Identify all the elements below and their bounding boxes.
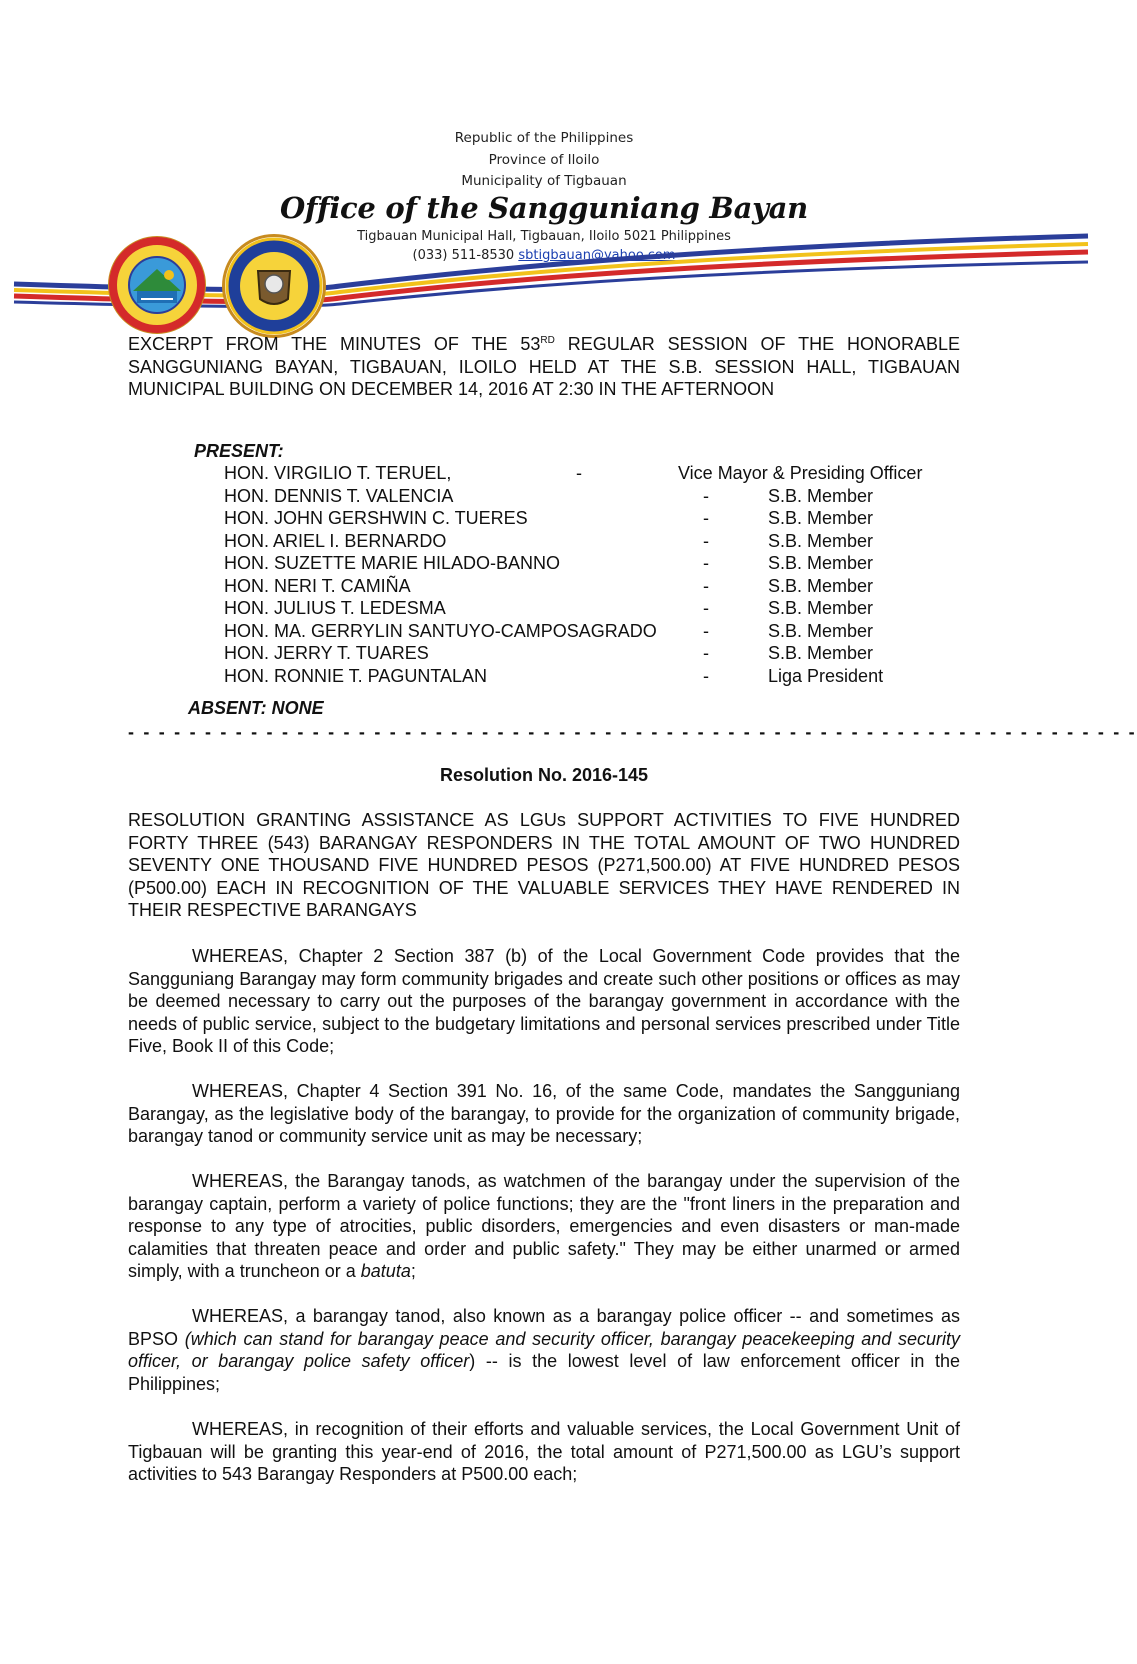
header-province: Province of Iloilo xyxy=(488,152,600,168)
excerpt-superscript: RD xyxy=(540,335,555,346)
office-title: Office of the Sangguniang Bayan xyxy=(280,191,808,225)
whereas-4-italic: (which can stand for barangay peace and security officer, barangay peacekeeping and security officer, or barangay police safety officer xyxy=(128,1328,960,1372)
member-separator: - xyxy=(703,486,709,506)
member-separator: - xyxy=(703,666,709,686)
whereas-clause-4 xyxy=(128,1305,960,1395)
excerpt-text-part1: EXCERPT FROM THE MINUTES OF THE 53 xyxy=(128,334,541,354)
member-separator: - xyxy=(703,576,709,596)
present-label: PRESENT: xyxy=(194,441,284,461)
municipality-seal-logo xyxy=(108,236,206,334)
member-role: S.B. Member xyxy=(768,508,874,528)
whereas-clause-3 xyxy=(128,1170,960,1283)
member-name: HON. SUZETTE MARIE HILADO-BANNO xyxy=(224,553,561,573)
member-role: S.B. Member xyxy=(768,531,874,551)
member-role: S.B. Member xyxy=(768,576,874,596)
member-separator: - xyxy=(703,531,709,551)
member-role: S.B. Member xyxy=(768,643,874,663)
member-separator: - xyxy=(576,463,582,483)
whereas-4-end: ) -- is the lowest level of law enforcement officer in the Philippines; xyxy=(128,1351,960,1394)
member-name: HON. JOHN GERSHWIN C. TUERES xyxy=(224,508,528,528)
whereas-3-text: WHEREAS, the Barangay tanods, as watchmen of the barangay under the supervision of the barangay captain, perform a variety of police functions; they are the "front liners in the preparation and response to any type of atrocities, public disorders, emergencies and even disasters or man-made calamities that threaten peace and order and public safety." They may be either unarmed or armed simply, with a truncheon or a xyxy=(128,1171,960,1282)
header-municipality: Municipality of Tigbauan xyxy=(461,173,627,189)
excerpt-text-part2: REGULAR SESSION OF THE HONORABLE SANGGUNIANG BAYAN, TIGBAUAN, ILOILO HELD AT THE S.B. SESSION HALL, TIGBAUAN MUNICIPAL BUILDING ON DECEMBER 14, 2016 AT 2:30 IN THE AFTERNOON xyxy=(128,334,961,400)
member-separator: - xyxy=(703,508,709,528)
member-role: S.B. Member xyxy=(768,621,874,641)
member-separator: - xyxy=(703,643,709,663)
member-name: HON. RONNIE T. PAGUNTALAN xyxy=(224,666,488,686)
whereas-clause-1: WHEREAS, Chapter 2 Section 387 (b) of the Local Government Code provides that the Sangguniang Barangay may form community brigades and create such other positions or offices as may be deemed necessary to carry out the purposes of the barangay government in accordance with the needs of public service, subject to the budgetary limitations and personal services prescribed under Title Five, Book II of this Code; xyxy=(128,946,960,1057)
resolution-title: RESOLUTION GRANTING ASSISTANCE AS LGUs SUPPORT ACTIVITIES TO FIVE HUNDRED FORTY THREE (543) BARANGAY RESPONDERS IN THE TOTAL AMOUNT OF TWO HUNDRED SEVENTY ONE THOUSAND FIVE HUNDRED PESOS (P271,500.00) AT FIVE HUNDRED PESOS (P500.00) EACH IN RECOGNITION OF THE VALUABLE SERVICES THEY HAVE RENDERED IN THEIR RESPECTIVE BARANGAYS xyxy=(128,810,960,921)
member-role: S.B. Member xyxy=(768,598,874,618)
member-name: HON. JULIUS T. LEDESMA xyxy=(224,598,446,618)
whereas-clause-2: WHEREAS, Chapter 4 Section 391 No. 16, of the same Code, mandates the Sangguniang Barangay, as the legislative body of the barangay, to provide for the organization of community brigade, barangay tanod or community service unit as may be necessary; xyxy=(128,1081,960,1147)
member-separator: - xyxy=(703,598,709,618)
whereas-3-end: ; xyxy=(410,1261,416,1282)
member-separator: - xyxy=(703,553,709,573)
header-email-link[interactable]: sbtigbauan@yahoo.com xyxy=(518,248,676,263)
member-role: S.B. Member xyxy=(768,553,874,573)
member-name: HON. NERI T. CAMIÑA xyxy=(224,576,411,596)
divider-line: - - - - - - - - - - - - - - - - - - - - - - - - - - - - - - - - - - - - - - - - - - - - - - - - - - - - - - - - - - - - - - - - - - xyxy=(128,722,1137,742)
member-name: HON. DENNIS T. VALENCIA xyxy=(224,486,454,506)
whereas-3-italic: batuta xyxy=(360,1261,411,1282)
member-name: HON. MA. GERRYLIN SANTUYO-CAMPOSAGRADO xyxy=(224,621,657,641)
member-role: Liga President xyxy=(768,666,884,686)
header-republic: Republic of the Philippines xyxy=(454,130,634,146)
resolution-number: Resolution No. 2016-145 xyxy=(439,765,649,785)
member-name: HON. VIRGILIO T. TERUEL, xyxy=(224,463,452,483)
member-separator: - xyxy=(703,621,709,641)
member-role: S.B. Member xyxy=(768,486,874,506)
member-name: HON. ARIEL I. BERNARDO xyxy=(224,531,447,551)
member-name: HON. JERRY T. TUARES xyxy=(224,643,429,663)
excerpt-heading xyxy=(128,330,960,401)
whereas-4-text: WHEREAS, a barangay tanod, also known as a barangay police officer -- and sometimes as BPSO xyxy=(128,1306,960,1349)
absent-label: ABSENT: NONE xyxy=(188,698,324,718)
whereas-clause-5: WHEREAS, in recognition of their efforts and valuable services, the Local Government Unit of Tigbauan will be granting this year-end of 2016, the total amount of P271,500.00 as LGU’s support activities to 543 Barangay Responders at P500.00 each; xyxy=(128,1419,960,1485)
sangguniang-bayan-seal-logo xyxy=(222,234,326,338)
header-phone: (033) 511-8530 xyxy=(412,248,515,263)
header-address: Tigbauan Municipal Hall, Tigbauan, Iloilo 5021 Philippines xyxy=(357,229,731,244)
member-role: Vice Mayor & Presiding Officer xyxy=(678,463,923,483)
